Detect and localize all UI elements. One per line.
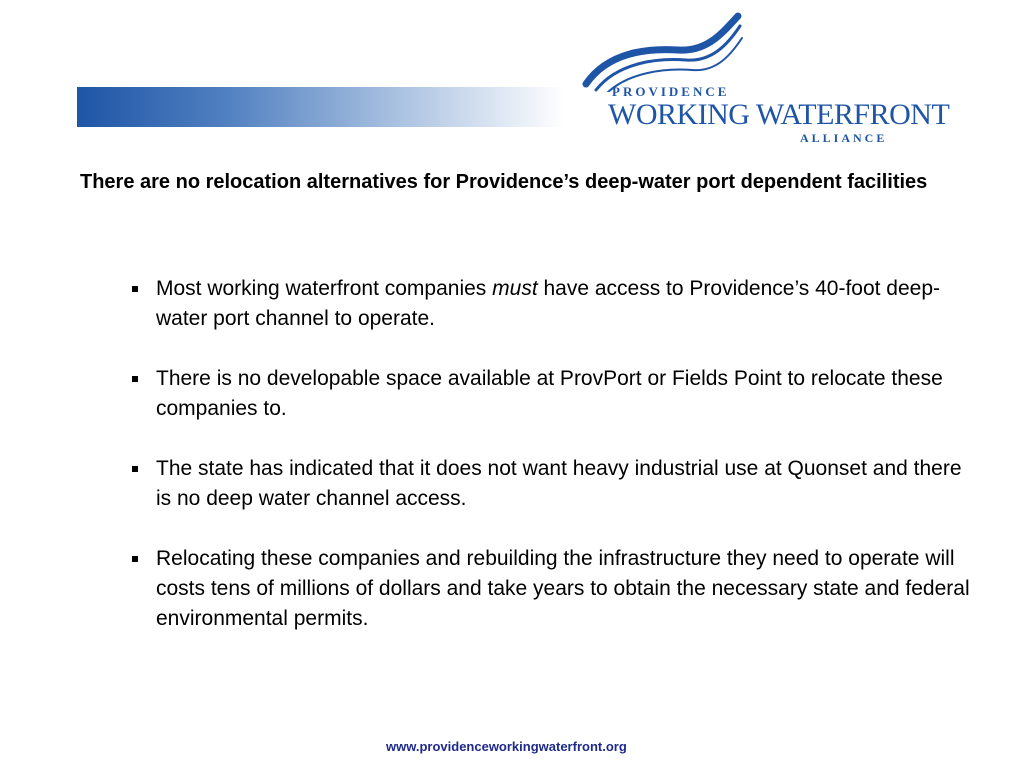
- bullet-item-access: [156, 274, 976, 334]
- bullet-item-no-space: There is no developable space available at ProvPort or Fields Point to relocate these companies to.: [156, 364, 976, 424]
- bullet-emphasis: must: [492, 277, 538, 300]
- logo-text-working-waterfront: WORKING WATERFRONT: [608, 98, 950, 131]
- bullet-item-quonset: The state has indicated that it does not want heavy industrial use at Quonset and there is no deep water channel access.: [156, 454, 976, 514]
- bullet-list: [156, 274, 976, 664]
- slide-heading: There are no relocation alternatives for Providence’s deep-water port dependent facilities: [80, 171, 928, 193]
- footer-url: www.providenceworkingwaterfront.org: [386, 739, 627, 754]
- header-gradient-band: [77, 87, 565, 127]
- bullet-text-part: Most working waterfront companies: [156, 277, 493, 300]
- wave-icon: [578, 12, 896, 92]
- providence-working-waterfront-logo: [578, 12, 950, 150]
- bullet-item-relocation-cost: Relocating these companies and rebuilding the infrastructure they need to operate will costs tens of millions of dollars and take years to obtain the necessary state and federal environmental permits.: [156, 544, 976, 634]
- bullet-text-part: have access to Providence’s 40-foot deep-water port channel to operate.: [156, 277, 941, 330]
- logo-text-alliance: ALLIANCE: [800, 131, 888, 145]
- logo-text-providence: PROVIDENCE: [612, 84, 730, 99]
